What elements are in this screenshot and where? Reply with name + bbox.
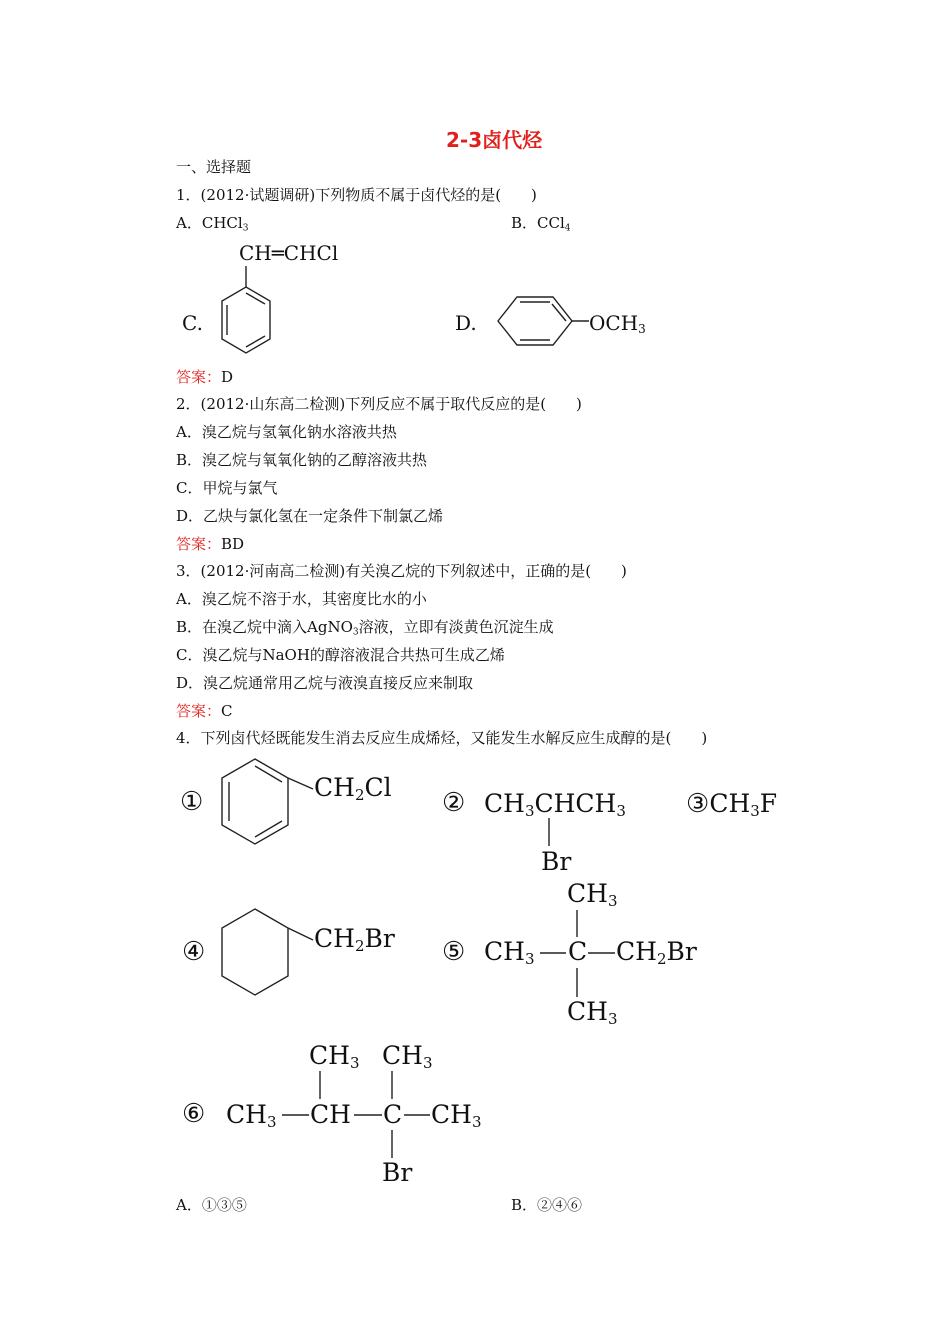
molecule-1-number: ① xyxy=(180,787,204,817)
bond-line xyxy=(288,928,313,940)
q1-option-d-label: D. xyxy=(455,311,477,335)
subscript: 3 xyxy=(607,1009,618,1028)
formula: CH xyxy=(314,773,355,802)
answer-value: BD xyxy=(221,535,245,553)
formula: CHCH xyxy=(534,789,617,818)
formula: CH xyxy=(382,1041,423,1070)
option-label: B． xyxy=(511,214,538,232)
answer-value: D xyxy=(221,368,234,386)
subscript: 3 xyxy=(524,801,535,820)
option-text: B．在溴乙烷中滴入AgNO xyxy=(176,618,353,636)
subscript: 3 xyxy=(352,627,359,638)
formula: CH xyxy=(567,997,608,1026)
molecule-5-number: ⑤ xyxy=(442,937,466,967)
molecule-2-bromine: Br xyxy=(541,847,572,876)
bond-line xyxy=(288,778,313,789)
q1-c-vinyl-group: CH═CHCl xyxy=(239,241,339,265)
subscript: 3 xyxy=(524,949,535,968)
formula: F xyxy=(759,789,778,818)
subscript: 2 xyxy=(354,936,365,955)
formula: CH xyxy=(431,1100,472,1129)
molecule-6-number: ⑥ xyxy=(182,1099,206,1129)
subscript: 3 xyxy=(471,1112,482,1131)
formula: CH xyxy=(484,789,525,818)
formula: CH xyxy=(309,1041,350,1070)
molecule-5-central-carbon: C xyxy=(568,937,588,966)
formula: CH xyxy=(567,879,608,908)
q2-option-a: A．溴乙烷与氢氧化钠水溶液共热 xyxy=(176,423,397,441)
subscript: 3 xyxy=(242,223,249,234)
molecule-2-number: ② xyxy=(442,788,466,818)
molecule-4-number: ④ xyxy=(182,937,206,967)
answer-value: C xyxy=(221,702,233,720)
subscript: 3 xyxy=(616,801,626,820)
subscript: 3 xyxy=(422,1053,433,1072)
formula: CCl xyxy=(537,214,565,232)
formula: CHCl xyxy=(201,214,243,232)
subscript: 3 xyxy=(607,891,618,910)
q3-option-d: D．溴乙烷通常用乙烷与液溴直接反应来制取 xyxy=(176,674,474,692)
question-1-stem: 1．(2012·试题调研)下列物质不属于卤代烃的是( ) xyxy=(176,186,537,204)
question-3-stem: 3．(2012·河南高二检测)有关溴乙烷的下列叙述中，正确的是( ) xyxy=(176,562,627,580)
q3-option-c: C．溴乙烷与NaOH的醇溶液混合共热可生成乙烯 xyxy=(176,646,505,664)
subscript: 3 xyxy=(266,1112,277,1131)
molecule-6-central-carbon: C xyxy=(383,1100,403,1129)
subscript: 3 xyxy=(349,1053,360,1072)
option-label: A． xyxy=(176,214,202,232)
formula: OCH xyxy=(589,311,639,335)
q3-option-a: A．溴乙烷不溶于水，其密度比水的小 xyxy=(176,590,427,608)
molecule-3-number: ③ xyxy=(686,789,710,819)
answer-label: 答案： xyxy=(176,535,222,553)
formula: CH xyxy=(226,1100,267,1129)
subscript: 4 xyxy=(564,223,571,234)
q2-option-c: C．甲烷与氯气 xyxy=(176,479,278,497)
formula: Br xyxy=(364,924,395,953)
cyclohexane-ring-icon xyxy=(222,909,288,995)
molecule-6-ch: CH xyxy=(310,1100,351,1129)
page-title: 2-3卤代烃 xyxy=(446,128,543,152)
q4-option-b: B．②④⑥ xyxy=(511,1196,583,1214)
q2-option-b: B．溴乙烷与氧氧化钠的乙醇溶液共热 xyxy=(176,451,428,469)
q2-option-d: D．乙炔与氯化氢在一定条件下制氯乙烯 xyxy=(176,507,444,525)
q1-option-c-label: C. xyxy=(182,311,203,335)
q4-option-a: A．①③⑤ xyxy=(176,1196,247,1214)
formula: CH xyxy=(709,789,751,818)
formula: CH xyxy=(314,924,355,953)
option-text: 溶液，立即有淡黄色沉淀生成 xyxy=(358,618,554,636)
benzene-ring-icon xyxy=(222,759,288,844)
section-heading: 一、选择题 xyxy=(176,158,252,176)
answer-label: 答案： xyxy=(176,702,222,720)
subscript: 3 xyxy=(750,801,760,820)
formula: CH xyxy=(616,937,657,966)
molecule-6-bromine: Br xyxy=(382,1158,413,1187)
subscript: 2 xyxy=(656,949,667,968)
subscript: 2 xyxy=(354,785,365,804)
subscript: 3 xyxy=(638,322,646,336)
formula: Cl xyxy=(364,773,392,802)
answer-label: 答案： xyxy=(176,368,222,386)
formula: Br xyxy=(666,937,697,966)
benzene-ring-icon xyxy=(498,297,572,345)
formula: CH xyxy=(484,937,525,966)
benzene-ring-icon xyxy=(222,287,270,353)
question-2-stem: 2．(2012·山东高二检测)下列反应不属于取代反应的是( ) xyxy=(176,395,582,413)
question-4-stem: 4．下列卤代烃既能发生消去反应生成烯烃，又能发生水解反应生成醇的是( ) xyxy=(176,729,708,747)
